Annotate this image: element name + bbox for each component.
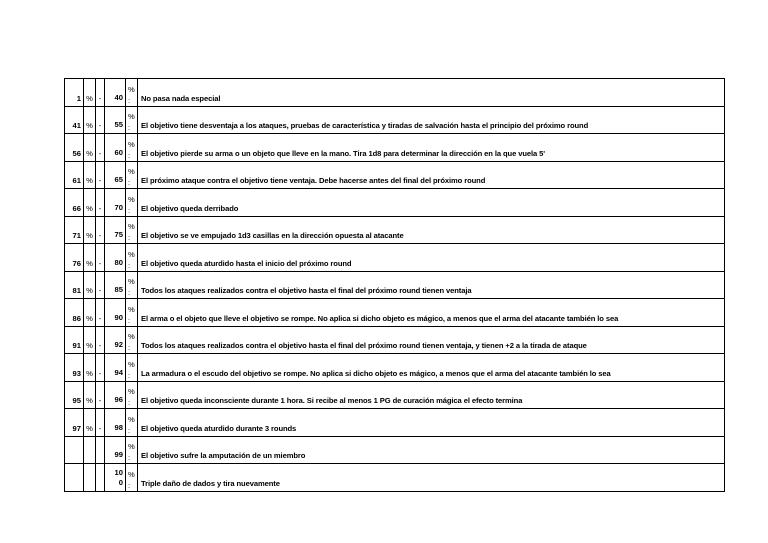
colon: : (128, 178, 131, 187)
range-dash-cell: - (96, 134, 105, 162)
effect-description-cell: El objetivo pierde su arma o un objeto que lleve en la mano. Tira 1d8 para determinar la dirección en la que vuela 5' (138, 134, 725, 162)
percent-sign-cell: % (84, 161, 96, 189)
percent-sign: % (128, 194, 135, 204)
range-to-cell (105, 326, 126, 354)
colon: : (128, 288, 131, 297)
percent-colon-cell (126, 79, 138, 107)
percent-colon-cell (126, 271, 138, 299)
range-from-cell: 97 (65, 409, 84, 437)
effect-description-cell: Todos los ataques realizados contra el objetivo hasta el final del próximo round tienen ventaja, y tienen +2 a la tirada de ataque (138, 326, 725, 354)
range-from-cell: 1 (65, 79, 84, 107)
range-from-cell: 81 (65, 271, 84, 299)
effect-description-cell: El objetivo queda derribado (138, 189, 725, 217)
range-to-value: 96 (114, 395, 123, 404)
percent-sign: % (128, 249, 135, 259)
range-to-cell (105, 106, 126, 134)
range-dash-cell: - (96, 161, 105, 189)
critical-hit-table (64, 78, 725, 492)
percent-sign: % (128, 84, 135, 94)
percent-colon-cell (126, 189, 138, 217)
effect-description-cell: El objetivo tiene desventaja a los ataques, pruebas de característica y tiradas de salvación hasta el principio del próximo round (138, 106, 725, 134)
range-dash-cell: - (96, 216, 105, 244)
range-to-value: 90 (114, 312, 123, 322)
range-to-cell (105, 189, 126, 217)
percent-colon-cell (126, 134, 138, 162)
percent-colon-cell (126, 161, 138, 189)
percent-colon-cell (126, 436, 138, 464)
range-dash-cell: - (96, 189, 105, 217)
colon: : (128, 260, 131, 270)
percent-sign-cell (84, 464, 96, 492)
range-dash-cell: - (96, 381, 105, 409)
table-row (65, 134, 725, 162)
effect-description-cell: No pasa nada especial (138, 79, 725, 107)
colon: : (128, 370, 131, 380)
percent-colon-cell (126, 464, 138, 492)
range-to-cell (105, 134, 126, 162)
colon: : (128, 233, 131, 242)
range-to-value: 70 (114, 202, 123, 212)
colon: : (128, 425, 131, 435)
table-row (65, 189, 725, 217)
colon: : (128, 205, 131, 215)
effect-description-cell: El objetivo queda aturdido hasta el inicio del próximo round (138, 244, 725, 272)
range-from-cell: 41 (65, 106, 84, 134)
table-row (65, 326, 725, 354)
table-row (65, 161, 725, 189)
range-to-cell (105, 464, 126, 492)
percent-colon-cell (126, 381, 138, 409)
range-from-cell: 93 (65, 354, 84, 382)
range-to-cell (105, 436, 126, 464)
range-to-cell (105, 299, 126, 327)
range-to-value: 94 (114, 367, 123, 377)
effect-description-cell: El objetivo sufre la amputación de un miembro (138, 436, 725, 464)
table-row (65, 381, 725, 409)
range-to-cell (105, 271, 126, 299)
range-from-cell: 61 (65, 161, 84, 189)
percent-sign: % (128, 332, 135, 341)
colon: : (128, 150, 131, 160)
colon: : (128, 480, 131, 490)
percent-sign-cell: % (84, 409, 96, 437)
range-from-cell (65, 436, 84, 464)
effect-description-cell: El objetivo se ve empujado 1d3 casillas en la dirección opuesta al atacante (138, 216, 725, 244)
percent-colon-cell (126, 106, 138, 134)
range-dash-cell: - (96, 244, 105, 272)
percent-sign-cell: % (84, 299, 96, 327)
range-from-cell (65, 464, 84, 492)
range-dash-cell: - (96, 271, 105, 299)
range-to-cell (105, 161, 126, 189)
table-row (65, 79, 725, 107)
range-to-cell (105, 409, 126, 437)
range-to-value: 65 (114, 175, 123, 184)
effect-description-cell: Todos los ataques realizados contra el objetivo hasta el final del próximo round tienen ventaja (138, 271, 725, 299)
range-dash-cell: - (96, 79, 105, 107)
percent-sign-cell: % (84, 189, 96, 217)
range-from-cell: 76 (65, 244, 84, 272)
percent-sign-cell: % (84, 244, 96, 272)
range-to-value: 10 0 (114, 467, 123, 487)
colon: : (128, 453, 131, 462)
range-to-value: 60 (114, 147, 123, 157)
range-dash-cell: - (96, 106, 105, 134)
range-to-cell (105, 216, 126, 244)
table-row (65, 436, 725, 464)
percent-sign-cell: % (84, 216, 96, 244)
range-from-cell: 66 (65, 189, 84, 217)
percent-sign-cell (84, 436, 96, 464)
colon: : (128, 398, 131, 407)
percent-sign: % (128, 387, 135, 396)
range-from-cell: 56 (65, 134, 84, 162)
percent-sign-cell: % (84, 354, 96, 382)
range-to-value: 99 (114, 450, 123, 459)
table-row (65, 464, 725, 492)
range-to-value: 85 (114, 285, 123, 294)
range-from-cell: 71 (65, 216, 84, 244)
percent-sign: % (128, 304, 135, 314)
percent-colon-cell (126, 409, 138, 437)
range-to-cell (105, 244, 126, 272)
range-dash-cell (96, 464, 105, 492)
percent-sign: % (128, 442, 135, 451)
percent-sign: % (128, 167, 135, 176)
range-dash-cell: - (96, 354, 105, 382)
range-to-value: 80 (114, 257, 123, 267)
effect-description-cell: El objetivo queda aturdido durante 3 rounds (138, 409, 725, 437)
range-to-value: 92 (114, 340, 123, 349)
range-to-cell (105, 381, 126, 409)
colon: : (128, 123, 131, 132)
percent-sign: % (128, 277, 135, 286)
percent-sign: % (128, 414, 135, 424)
percent-colon-cell (126, 326, 138, 354)
percent-sign-cell: % (84, 271, 96, 299)
effect-description-cell: Triple daño de dados y tira nuevamente (138, 464, 725, 492)
range-dash-cell: - (96, 299, 105, 327)
range-to-value: 55 (114, 120, 123, 129)
table-row (65, 299, 725, 327)
percent-colon-cell (126, 216, 138, 244)
range-from-cell: 86 (65, 299, 84, 327)
percent-sign-cell: % (84, 79, 96, 107)
percent-colon-cell (126, 354, 138, 382)
range-to-cell (105, 354, 126, 382)
colon: : (128, 343, 131, 352)
percent-sign-cell: % (84, 326, 96, 354)
percent-sign: % (128, 469, 135, 479)
range-from-cell: 95 (65, 381, 84, 409)
effect-description-cell: El próximo ataque contra el objetivo tiene ventaja. Debe hacerse antes del final del próximo round (138, 161, 725, 189)
range-dash-cell: - (96, 326, 105, 354)
table-row (65, 354, 725, 382)
percent-sign: % (128, 139, 135, 149)
range-to-cell (105, 79, 126, 107)
range-to-value: 40 (114, 92, 123, 102)
effect-description-cell: El objetivo queda inconsciente durante 1 hora. Si recibe al menos 1 PG de curación mágica el efecto termina (138, 381, 725, 409)
percent-sign-cell: % (84, 106, 96, 134)
percent-colon-cell (126, 299, 138, 327)
table-row (65, 271, 725, 299)
percent-sign: % (128, 112, 135, 121)
colon: : (128, 95, 131, 105)
table-row (65, 244, 725, 272)
table-row (65, 106, 725, 134)
range-to-value: 75 (114, 230, 123, 239)
percent-sign: % (128, 222, 135, 231)
percent-sign-cell: % (84, 134, 96, 162)
range-from-cell: 91 (65, 326, 84, 354)
colon: : (128, 315, 131, 325)
percent-sign-cell: % (84, 381, 96, 409)
table-row (65, 409, 725, 437)
range-to-value: 98 (114, 422, 123, 432)
table-row (65, 216, 725, 244)
range-dash-cell: - (96, 409, 105, 437)
percent-colon-cell (126, 244, 138, 272)
effect-description-cell: La armadura o el escudo del objetivo se rompe. No aplica si dicho objeto es mágico, a menos que el arma del atacante también lo sea (138, 354, 725, 382)
percent-sign: % (128, 359, 135, 369)
effect-description-cell: El arma o el objeto que lleve el objetivo se rompe. No aplica si dicho objeto es mágico, a menos que el arma del atacante también lo sea (138, 299, 725, 327)
range-dash-cell (96, 436, 105, 464)
